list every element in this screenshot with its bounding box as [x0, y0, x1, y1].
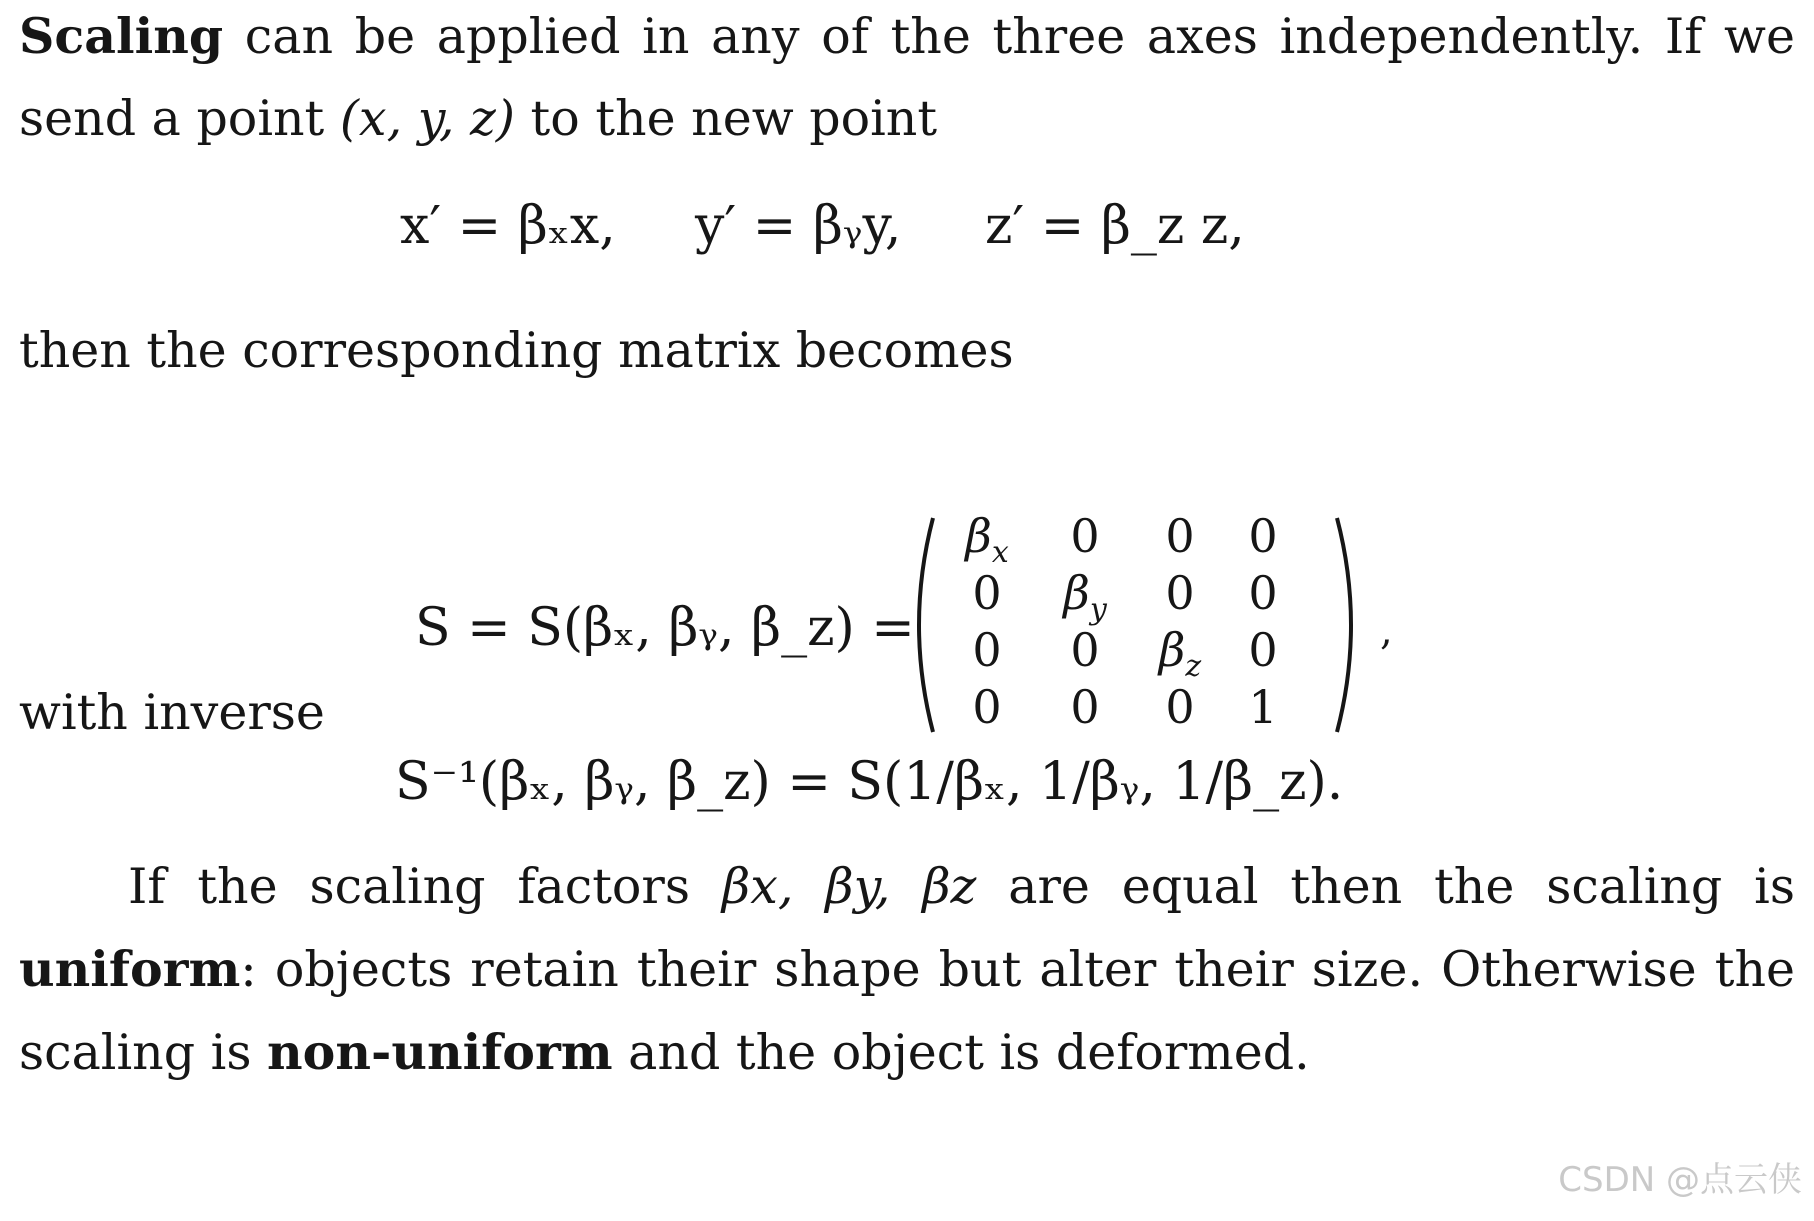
uniform-text-3: : objects retain their shape but alter their size. Otherwise the scaling is — [19, 941, 1795, 1081]
term-scaling: Scaling — [19, 7, 224, 65]
right-paren — [1337, 518, 1351, 732]
uniform-text-4: and the object is deformed. — [612, 1024, 1310, 1081]
inverse-equation: S⁻¹(βₓ, βᵧ, β_z) = S(1/βₓ, 1/βᵧ, 1/β_z). — [395, 752, 1344, 812]
matrix-cell: 0 — [972, 680, 1002, 734]
matrix-cell: 0 — [1165, 510, 1195, 563]
matrix-cell: 0 — [1070, 510, 1100, 563]
matrix-lhs: S = S(βₓ, βᵧ, β_z) = — [415, 598, 915, 658]
uniform-text-2: are equal then the scaling is — [976, 858, 1795, 915]
intro-text-line1: can be applied in any of the three axes independently. If we send — [19, 8, 1795, 147]
matrix-cell: $\beta_z$ — [1158, 623, 1202, 684]
paragraph-intro — [19, 0, 1795, 160]
left-paren — [919, 518, 933, 732]
term-non-uniform: non-uniform — [267, 1023, 613, 1081]
paragraph-matrix-intro: then the corresponding matrix becomes — [19, 322, 1014, 379]
matrix-cell: 0 — [1248, 510, 1278, 563]
scaling-factors: βx, βy, βz — [721, 858, 977, 915]
matrix-cell: 0 — [1165, 566, 1195, 620]
matrix-cell: 0 — [972, 623, 1002, 677]
matrix-cell: 0 — [1248, 566, 1278, 620]
scaling-matrix-equation — [415, 510, 1415, 750]
intro-text-line2-prefix: a point — [151, 90, 340, 147]
scaling-matrix — [905, 510, 1365, 740]
equation-z: z′ = β_z z, — [985, 196, 1245, 256]
paragraph-inverse-intro: with inverse — [19, 684, 325, 741]
matrix-cell: $\beta_x$ — [965, 510, 1009, 570]
matrix-cell: 1 — [1248, 680, 1278, 734]
matrix-cell: 0 — [1070, 623, 1100, 677]
uniform-text-1: If the scaling factors — [128, 858, 722, 915]
matrix-cell: 0 — [1165, 680, 1195, 734]
equation-y: y′ = βᵧy, — [695, 196, 902, 256]
equation-x: x′ = βₓx, — [400, 196, 616, 256]
matrix-cell: 0 — [1070, 680, 1100, 734]
matrix-trailing-comma: , — [1380, 608, 1393, 654]
term-uniform: uniform — [19, 940, 241, 998]
matrix-cell: 0 — [972, 566, 1002, 620]
watermark: CSDN @点云侠 — [1558, 1160, 1802, 1200]
intro-text-line2-suffix: to the new point — [514, 90, 938, 147]
point-tuple: (x, y, z) — [339, 90, 515, 147]
matrix-cell: 0 — [1248, 623, 1278, 677]
matrix-cell: $\beta_y$ — [1063, 566, 1107, 627]
paragraph-uniform — [19, 846, 1795, 1094]
